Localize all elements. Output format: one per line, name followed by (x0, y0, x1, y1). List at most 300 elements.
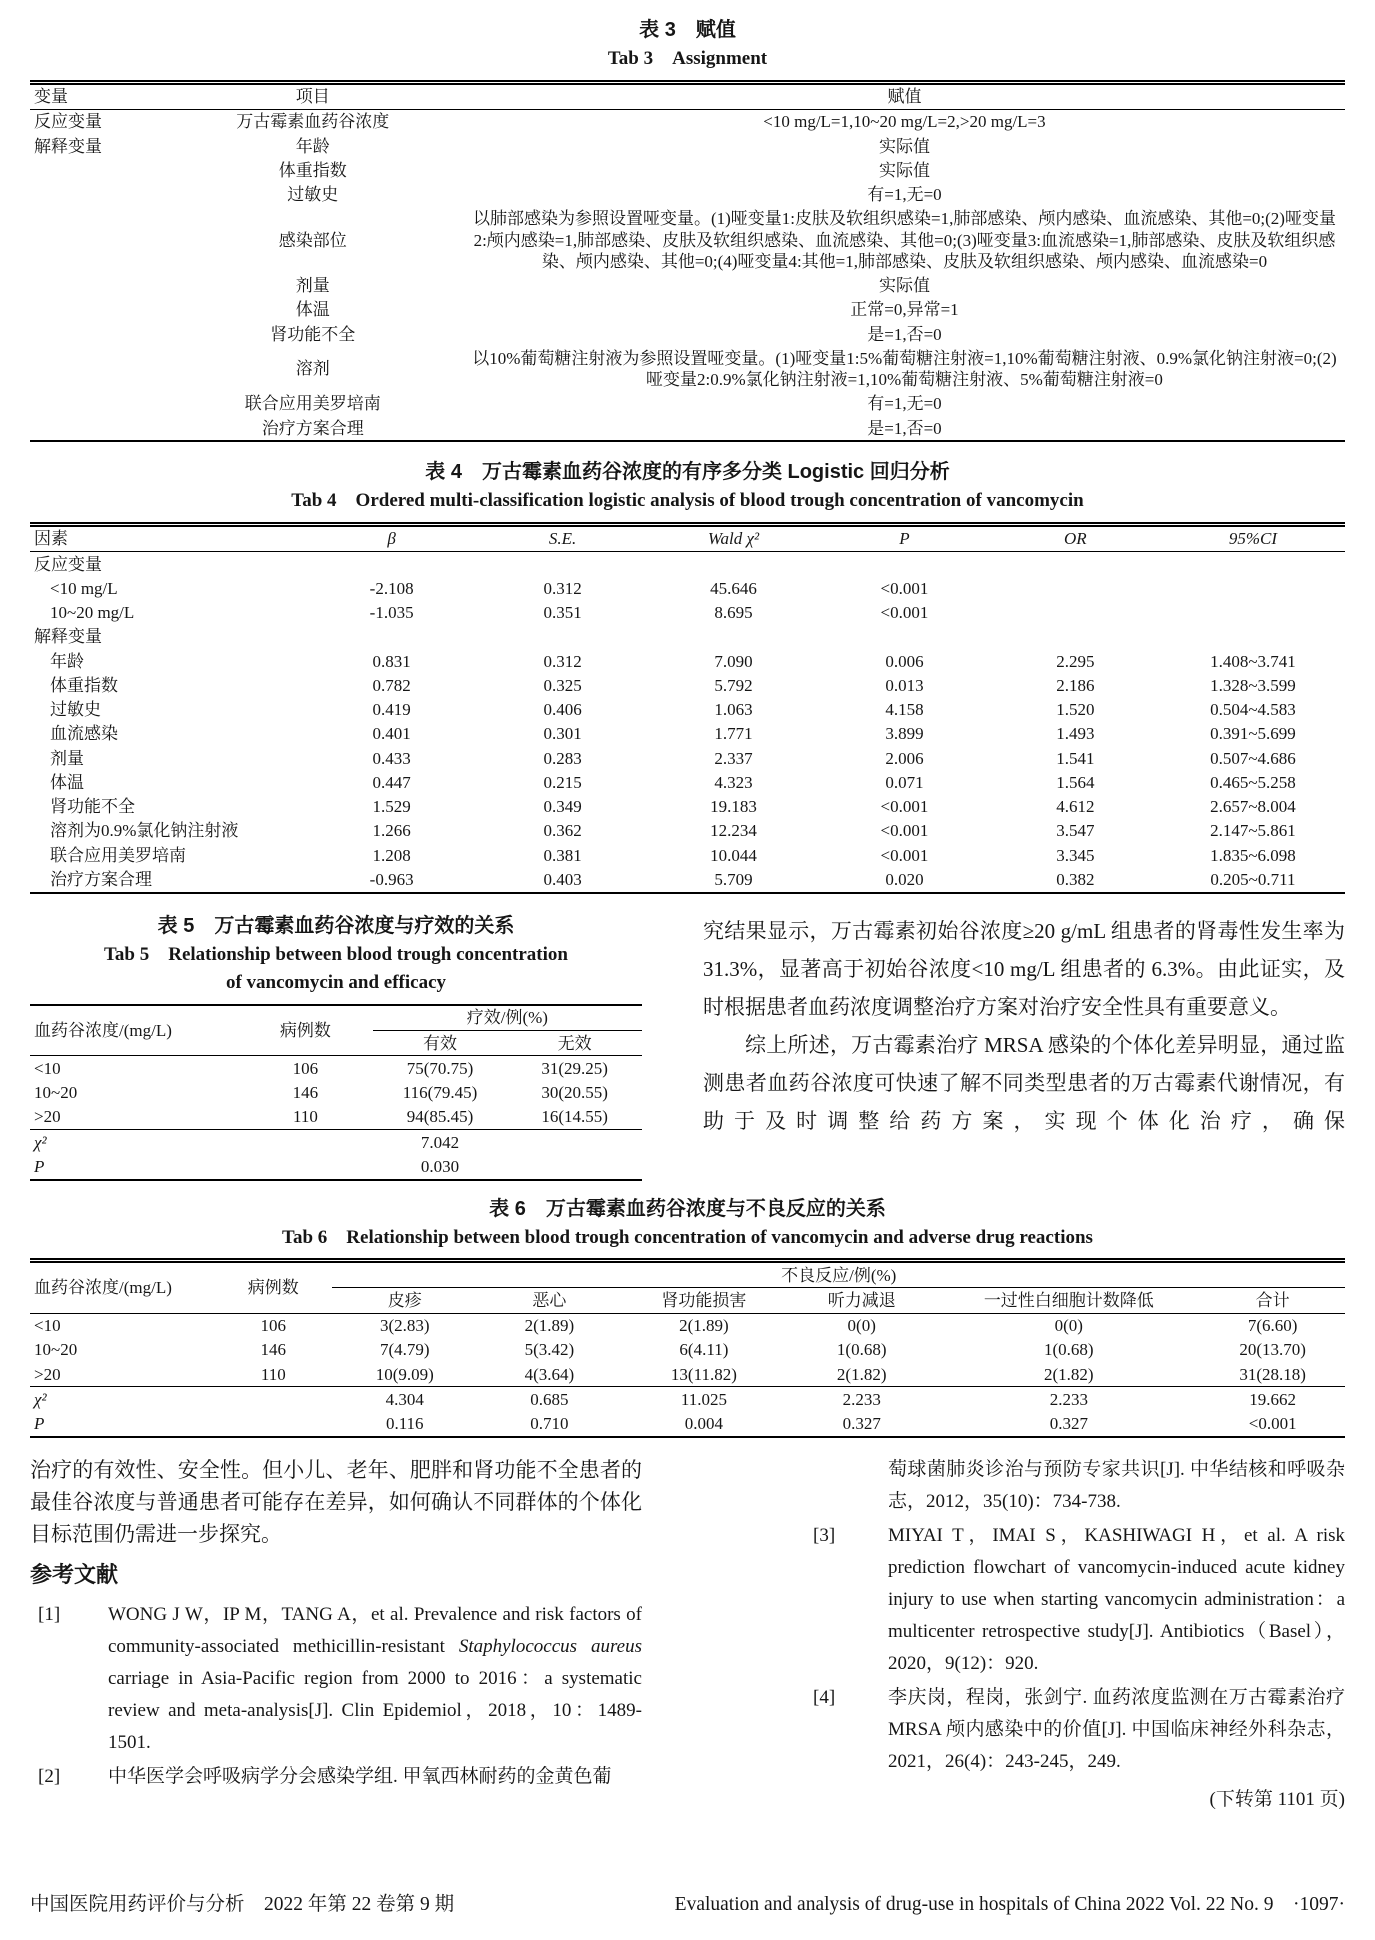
table-cell: 1.493 (1056, 724, 1095, 744)
table-cell: 2.295 (1056, 651, 1095, 671)
footer-journal-en: Evaluation and analysis of drug-use in hospitals of China 2022 Vol. 22 No. 9 ·1097· (674, 1894, 1345, 1915)
table-cell: 4.323 (714, 772, 753, 792)
table-cell (306, 625, 477, 649)
bottom-left-column (30, 1454, 642, 1795)
table-cell: 0.325 (543, 675, 582, 695)
table-cell: 1.771 (714, 724, 753, 744)
reference-text (108, 1604, 642, 1753)
table-cell: 4(3.64) (524, 1364, 575, 1384)
table-cell: 血流感染 (50, 724, 118, 744)
table-row (30, 322, 1345, 346)
table-cell: 过敏史 (50, 700, 101, 720)
table-cell: 146 (292, 1083, 319, 1103)
table-cell (1161, 601, 1345, 625)
table-cell: 1.063 (714, 700, 753, 720)
table-row (30, 298, 1345, 322)
table-cell: 4.158 (885, 700, 924, 720)
table-cell: P (34, 1414, 45, 1434)
table-cell: 0.030 (420, 1156, 460, 1176)
table-row (30, 134, 1345, 158)
column-header: P (899, 529, 910, 549)
table-cell: 1.328~3.599 (1210, 675, 1296, 695)
table-cell: <0.001 (1248, 1414, 1297, 1434)
table-row (30, 109, 1345, 134)
table-cell: 3.345 (1056, 845, 1095, 865)
table-row (30, 158, 1345, 182)
table-cell (30, 416, 162, 441)
table-cell: 12.234 (710, 821, 757, 841)
table-cell (30, 392, 162, 416)
table-row (30, 1081, 642, 1105)
table-row (30, 770, 1345, 794)
column-header: 病例数 (279, 1021, 331, 1040)
paragraph: 究结果显示，万古霉素初始谷浓度≥20 g/mL 组患者的肾毒性发生率为 31.3%，显著高于初始谷浓度<10 mg/L 组患者的 6.3%。由此证实，及时根据患者血药浓度调整治疗方案对治疗安全性具有重要意义。 (703, 918, 1345, 1019)
table-cell: 2(1.89) (524, 1316, 575, 1336)
table-cell (990, 552, 1161, 577)
table4-header (30, 524, 1345, 551)
table-cell: 联合应用美罗培南 (244, 394, 381, 414)
table-cell (819, 552, 990, 577)
table-cell: <0.001 (880, 578, 929, 598)
table-cell: 0.116 (385, 1414, 424, 1434)
table-cell: 146 (260, 1340, 287, 1360)
table-cell: 7(4.79) (379, 1340, 430, 1360)
table-cell (30, 274, 162, 298)
table-cell: 肾功能不全 (50, 797, 135, 817)
reference-item (30, 1761, 642, 1793)
table-cell: 2.006 (885, 748, 924, 768)
column-header: OR (1064, 529, 1087, 549)
table5-body (30, 1056, 642, 1180)
table-row (30, 1338, 1345, 1362)
table-cell: 106 (292, 1058, 319, 1078)
table5-title-en-line2: of vancomycin and efficacy (225, 972, 447, 994)
table-row (30, 207, 1345, 274)
reference-number: [1] (38, 1603, 61, 1625)
table-cell: 1.520 (1056, 700, 1095, 720)
reference-text: MIYAI T，IMAI S，KASHIWAGI H，et al. A risk prediction flowchart of vancomycin-induced acute kidney injury to use when starting vancomycin administration：a multicenter retrospective study[J]. Antibiotics（Basel），2020，9(12)：920. (888, 1524, 1345, 1674)
reference-item (813, 1682, 1345, 1778)
reference-text-part: WONG J W，IP M，TANG A，et al. Prevalence and risk factors of community-associated methicillin-resistant (108, 1603, 642, 1657)
table-cell: <10 mg/L=1,10~20 mg/L=2,>20 mg/L=3 (763, 112, 1046, 132)
table-row (30, 1412, 1345, 1437)
column-header: 因素 (34, 529, 68, 549)
table-cell (1161, 625, 1345, 649)
table-row (30, 746, 1345, 770)
table6-body (30, 1313, 1345, 1437)
table-cell: 剂量 (295, 276, 330, 296)
column-header: β (387, 529, 396, 549)
column-header: 项目 (295, 87, 330, 107)
table-cell: 116(79.45) (402, 1083, 478, 1103)
column-header: 血药谷浓度/(mg/L) (34, 1021, 172, 1040)
table-cell: 2(1.82) (836, 1364, 887, 1384)
table-cell: 19.183 (710, 797, 757, 817)
table-cell: 解释变量 (34, 627, 102, 647)
table-cell: 10(9.09) (375, 1364, 434, 1384)
table-cell: 实际值 (878, 160, 930, 180)
table-row (30, 1313, 1345, 1338)
column-header: 病例数 (247, 1278, 299, 1298)
table-cell: 6(4.11) (679, 1340, 729, 1360)
table-cell: -0.963 (369, 869, 414, 889)
table-row (30, 843, 1345, 867)
table-cell: 1(0.68) (1044, 1340, 1094, 1360)
table4 (30, 522, 1345, 894)
table-cell: 2.337 (714, 748, 753, 768)
table4-section (30, 458, 1345, 893)
table-cell: 0.351 (543, 603, 582, 623)
table-cell: 溶剂为0.9%氯化钠注射液 (50, 821, 239, 841)
table-row (30, 416, 1345, 441)
table-cell: -1.035 (369, 603, 414, 623)
table-cell: 0.381 (543, 845, 582, 865)
table-cell: 体重指数 (50, 675, 118, 695)
table-cell: 45.646 (710, 578, 757, 598)
table-cell: 0.312 (543, 578, 582, 598)
table-cell: >20 (34, 1364, 61, 1384)
table-cell: 过敏史 (287, 185, 339, 205)
table-header-row (30, 1005, 642, 1031)
table6-title-zh: 表 6 万古霉素血药谷浓度与不良反应的关系 (489, 1197, 886, 1220)
table4-title-en: Tab 4 Ordered multi-classification logistic analysis of blood trough concentration of vancomycin (291, 490, 1084, 512)
table-cell (990, 625, 1161, 649)
table-row (30, 392, 1345, 416)
table-cell: <10 mg/L (50, 578, 118, 598)
table-cell: 0.312 (543, 651, 582, 671)
table-row (30, 1105, 642, 1130)
table-cell: 0.205~0.711 (1210, 869, 1296, 889)
table-cell: 2.233 (786, 1387, 937, 1412)
reference-number: [4] (813, 1686, 836, 1708)
table-row (30, 649, 1345, 673)
table-cell: 反应变量 (34, 112, 102, 132)
table-cell (30, 322, 162, 346)
table-cell (214, 1387, 332, 1412)
table-cell: 75(70.75) (406, 1058, 474, 1078)
table-header-row (30, 1261, 1345, 1288)
paragraph: 综上所述，万古霉素治疗 MRSA 感染的个体化差异明显，通过监测患者血药谷浓度可快速了解不同类型患者的万古霉素代谢情况，有助于及时调整给药方案，实现个体化治疗，确保 (703, 1032, 1345, 1133)
table-cell: 19.662 (1200, 1387, 1345, 1412)
table-cell: 0.004 (684, 1414, 724, 1434)
table-cell: 0.403 (543, 869, 582, 889)
table-row (30, 1387, 1345, 1412)
table6-section (30, 1195, 1345, 1438)
table-cell (1161, 576, 1345, 600)
right-column-text (703, 912, 1345, 1140)
table-cell: 0.382 (1056, 869, 1095, 889)
table-cell: 1.564 (1056, 772, 1095, 792)
table-cell: 5.709 (714, 869, 753, 889)
column-header: Wald χ² (707, 529, 760, 549)
table-cell: 3.899 (885, 724, 924, 744)
table-cell: 体温 (50, 772, 84, 792)
table5-title-en-line1: Tab 5 Relationship between blood trough concentration (104, 943, 568, 965)
reference-item (30, 1599, 642, 1759)
table-cell: <10 (34, 1316, 61, 1336)
table-cell: 5(3.42) (524, 1340, 575, 1360)
column-header: 听力减退 (827, 1290, 896, 1310)
table-cell (30, 183, 162, 207)
table-cell: χ² (30, 1387, 214, 1412)
table-cell: 20(13.70) (1239, 1340, 1306, 1360)
chi-square-row (30, 1130, 642, 1155)
table-row (30, 1362, 1345, 1387)
page-footer (30, 1888, 1345, 1916)
table-header-row (30, 82, 1345, 109)
table-cell: 0.685 (477, 1387, 622, 1412)
table-cell: P (34, 1156, 45, 1176)
table-cell: 剂量 (50, 748, 84, 768)
table-cell: 11.025 (622, 1387, 786, 1412)
bottom-right-column (703, 1454, 1345, 1816)
table-cell: 2.657~8.004 (1210, 797, 1296, 817)
table3-body (30, 109, 1345, 441)
table-cell: 1(0.68) (836, 1340, 887, 1360)
column-header: 肾功能损害 (661, 1290, 747, 1310)
table-cell: 10~20 mg/L (50, 603, 135, 623)
table-cell: 2.147~5.861 (1210, 821, 1296, 841)
table-cell: 0.006 (885, 651, 924, 671)
table-cell: 4.612 (1056, 797, 1095, 817)
table-cell: 有=1,无=0 (867, 394, 942, 414)
continued-on-page-note: (下转第 1101 页) (1209, 1788, 1345, 1810)
table-cell: 实际值 (878, 136, 930, 156)
table-cell: 0.362 (543, 821, 582, 841)
table-cell: 治疗方案合理 (261, 418, 364, 438)
table-cell: 0.831 (372, 651, 411, 671)
table-cell: 有=1,无=0 (867, 185, 942, 205)
column-header: 变量 (34, 87, 68, 107)
table-cell: 1.208 (372, 845, 411, 865)
table-row (30, 552, 1345, 577)
table-cell (306, 552, 477, 577)
table3-section (30, 16, 1345, 442)
table-cell: 万古霉素血药谷浓度 (236, 112, 390, 132)
table-cell: 0.406 (543, 700, 582, 720)
table-cell: <0.001 (880, 797, 929, 817)
table-cell: 31(28.18) (1239, 1364, 1306, 1384)
table-cell: 3.547 (1056, 821, 1095, 841)
table-row (30, 625, 1345, 649)
table3-title-en: Tab 3 Assignment (607, 48, 768, 69)
table-row (30, 1056, 642, 1081)
table-cell: 31(29.25) (541, 1058, 608, 1078)
table-cell: 110 (260, 1364, 286, 1384)
table-cell: 7.042 (238, 1130, 642, 1155)
table5-header (30, 1005, 642, 1056)
table-cell: <0.001 (880, 821, 929, 841)
table-cell: 2(1.89) (679, 1316, 729, 1336)
table-cell: >20 (34, 1107, 61, 1127)
table4-body (30, 552, 1345, 893)
table-cell (1161, 552, 1345, 577)
table-cell (990, 576, 1161, 600)
table-cell: 2.186 (1056, 675, 1095, 695)
column-group-header: 不良反应/例(%) (332, 1261, 1345, 1288)
table-cell: 0.401 (372, 724, 411, 744)
column-header: 无效 (557, 1033, 592, 1053)
table6-title-en: Tab 6 Relationship between blood trough concentration of vancomycin and adverse drug reactions (282, 1226, 1093, 1248)
column-header: 95%CI (1228, 529, 1277, 549)
table-cell (477, 552, 648, 577)
table-cell (30, 298, 162, 322)
table-cell: 2(1.82) (1044, 1364, 1094, 1384)
table-row (30, 673, 1345, 697)
reference-text: 中华医学会呼吸病学分会感染学组. 甲氧西林耐药的金黄色葡 (108, 1765, 612, 1787)
reference-item (813, 1520, 1345, 1680)
table-row (30, 795, 1345, 819)
table-cell (30, 346, 162, 392)
table-cell: 1.408~3.741 (1210, 651, 1296, 671)
table-cell: 0.433 (372, 748, 411, 768)
reference-text: 李庆岗，程岗，张剑宁. 血药浓度监测在万古霉素治疗 MRSA 颅内感染中的价值[J]. 中国临床神经外科杂志，2021，26(4)：243-245，249. (888, 1686, 1345, 1772)
middle-two-column-section (30, 912, 1345, 1181)
table-cell: 0.782 (372, 675, 411, 695)
table-cell: <0.001 (880, 603, 929, 623)
table-cell: -2.108 (369, 578, 414, 598)
table-cell: 13(11.82) (670, 1364, 737, 1384)
table-cell: 0.465~5.258 (1210, 772, 1296, 792)
column-header: 恶心 (532, 1290, 567, 1310)
footer-journal-zh: 中国医院用药评价与分析 2022 年第 22 卷第 9 期 (30, 1894, 455, 1915)
table-cell: 30(20.55) (541, 1083, 608, 1103)
references-heading: 参考文献 (30, 1561, 119, 1587)
table-row (30, 183, 1345, 207)
table-cell (990, 601, 1161, 625)
table-cell: 7(6.60) (1247, 1316, 1298, 1336)
reference-number: [3] (813, 1524, 836, 1546)
table-cell: 正常=0,异常=1 (850, 300, 959, 320)
table-cell: 94(85.45) (406, 1107, 474, 1127)
reference-italic-species: Staphylococcus aureus (458, 1635, 643, 1657)
table-cell: 0.419 (372, 700, 411, 720)
table-cell: 16(14.55) (541, 1107, 608, 1127)
table-cell: 0.710 (530, 1414, 569, 1434)
table-cell: 治疗方案合理 (50, 869, 152, 889)
table-cell: 0.447 (372, 772, 411, 792)
table-cell: 106 (260, 1316, 287, 1336)
column-header: 有效 (423, 1033, 458, 1053)
table-cell: 0.013 (885, 675, 924, 695)
column-group-header: 疗效/例(%) (373, 1005, 642, 1031)
table-cell: 0.349 (543, 797, 582, 817)
column-header: 合计 (1255, 1290, 1290, 1310)
reference-text-part: carriage in Asia-Pacific region from 2000 to 2016：a systematic review and meta-analysis[J]. Clin Epidemiol，2018，10：1489-1501. (108, 1667, 642, 1753)
table-cell: <10 (34, 1058, 61, 1078)
table-cell: 0.327 (842, 1414, 881, 1434)
table-cell: 0.301 (543, 724, 582, 744)
table-cell (819, 625, 990, 649)
table-cell: 0.507~4.686 (1210, 748, 1296, 768)
table-cell: 实际值 (878, 276, 930, 296)
table-cell: 1.835~6.098 (1210, 845, 1296, 865)
table-cell: 0.020 (885, 869, 924, 889)
paragraph: 治疗的有效性、安全性。但小儿、老年、肥胖和肾功能不全患者的最佳谷浓度与普通患者可能存在差异，如何确认不同群体的个体化目标范围仍需进一步探究。 (30, 1457, 642, 1546)
table-cell: 2.233 (937, 1387, 1200, 1412)
table-cell: 年龄 (50, 651, 84, 671)
table-cell: χ² (30, 1130, 238, 1155)
table-cell: 肾功能不全 (270, 324, 356, 344)
table3-title-zh: 表 3 赋值 (639, 19, 736, 41)
table-cell: 0.327 (1049, 1414, 1088, 1434)
table-cell (648, 552, 819, 577)
table-cell: 110 (292, 1107, 318, 1127)
table-cell: 0(0) (847, 1316, 876, 1336)
table-cell: 感染部位 (278, 230, 347, 250)
table-cell: 10.044 (710, 845, 757, 865)
table-row (30, 867, 1345, 892)
p-value-row (30, 1154, 642, 1179)
table4-title-zh: 表 4 万古霉素血药谷浓度的有序多分类 Logistic 回归分析 (425, 461, 950, 484)
table-cell: 7.090 (714, 651, 753, 671)
table-cell: 体温 (295, 300, 330, 320)
table-cell: 0.071 (885, 772, 924, 792)
table3 (30, 80, 1345, 443)
table-cell (30, 207, 162, 274)
table-cell: 4.304 (332, 1387, 477, 1412)
table-cell (30, 158, 162, 182)
table-cell: 0.283 (543, 748, 582, 768)
table-row (30, 346, 1345, 392)
table3-header (30, 82, 1345, 109)
reference-number: [2] (38, 1765, 61, 1787)
table-cell: <0.001 (880, 845, 929, 865)
table6 (30, 1258, 1345, 1438)
table5 (30, 1004, 642, 1181)
table5-section (30, 912, 642, 1181)
table-cell: 是=1,否=0 (867, 418, 942, 438)
table-row (30, 698, 1345, 722)
table-cell: 年龄 (295, 136, 330, 156)
table-cell: 溶剂 (295, 359, 330, 379)
table6-header (30, 1261, 1345, 1314)
table-cell: 0.215 (543, 772, 582, 792)
table-cell: 8.695 (714, 603, 753, 623)
table-row (30, 274, 1345, 298)
references-right-block (813, 1454, 1345, 1816)
table-cell: 5.792 (714, 675, 753, 695)
table-cell: 反应变量 (34, 554, 102, 574)
column-header: 一过性白细胞计数降低 (983, 1290, 1154, 1310)
table5-title-zh: 表 5 万古霉素血药谷浓度与疗效的关系 (157, 914, 515, 937)
table-cell: 体重指数 (278, 160, 347, 180)
table-row (30, 576, 1345, 600)
table-row (30, 819, 1345, 843)
table-cell: 1.529 (372, 797, 411, 817)
table-row (30, 601, 1345, 625)
column-header: 血药谷浓度/(mg/L) (34, 1278, 172, 1298)
table-cell (477, 625, 648, 649)
reference-continuation: 萄球菌肺炎诊治与预防专家共识[J]. 中华结核和呼吸杂志，2012，35(10)：734-738. (888, 1458, 1345, 1512)
table-cell: 解释变量 (34, 136, 102, 156)
table-header-row (30, 524, 1345, 551)
table-cell: 1.266 (372, 821, 411, 841)
table-cell: 10~20 (34, 1340, 78, 1360)
table-cell: 联合应用美罗培南 (50, 845, 186, 865)
table-cell: 1.541 (1056, 748, 1095, 768)
bottom-two-column-section (30, 1454, 1345, 1816)
table-cell: 3(2.83) (379, 1316, 430, 1336)
column-header: 皮疹 (387, 1290, 422, 1310)
table-cell: 以肺部感染为参照设置哑变量。(1)哑变量1:皮肤及软组织感染=1,肺部感染、颅内感染、血流感染、其他=0;(2)哑变量2:颅内感染=1,肺部感染、皮肤及软组织感染、血流感染、其他=0;(3)哑变量3:血流感染=1,肺部感染、皮肤及软组织感染、颅内感染、其他=0;(4)哑变量4:其他=1,肺部感染、皮肤及软组织感染、颅内感染、血流感染=0 (472, 209, 1336, 271)
table-row (30, 722, 1345, 746)
table-cell (214, 1412, 332, 1437)
table-cell: 以10%葡萄糖注射液为参照设置哑变量。(1)哑变量1:5%葡萄糖注射液=1,10%葡萄糖注射液、0.9%氯化钠注射液=0;(2)哑变量2:0.9%氯化钠注射液=1,10%葡萄糖注射液、5%葡萄糖注射液=0 (472, 348, 1337, 390)
table-cell: 0.391~5.699 (1210, 724, 1296, 744)
table-cell: 0.504~4.583 (1210, 700, 1296, 720)
table-cell (648, 625, 819, 649)
